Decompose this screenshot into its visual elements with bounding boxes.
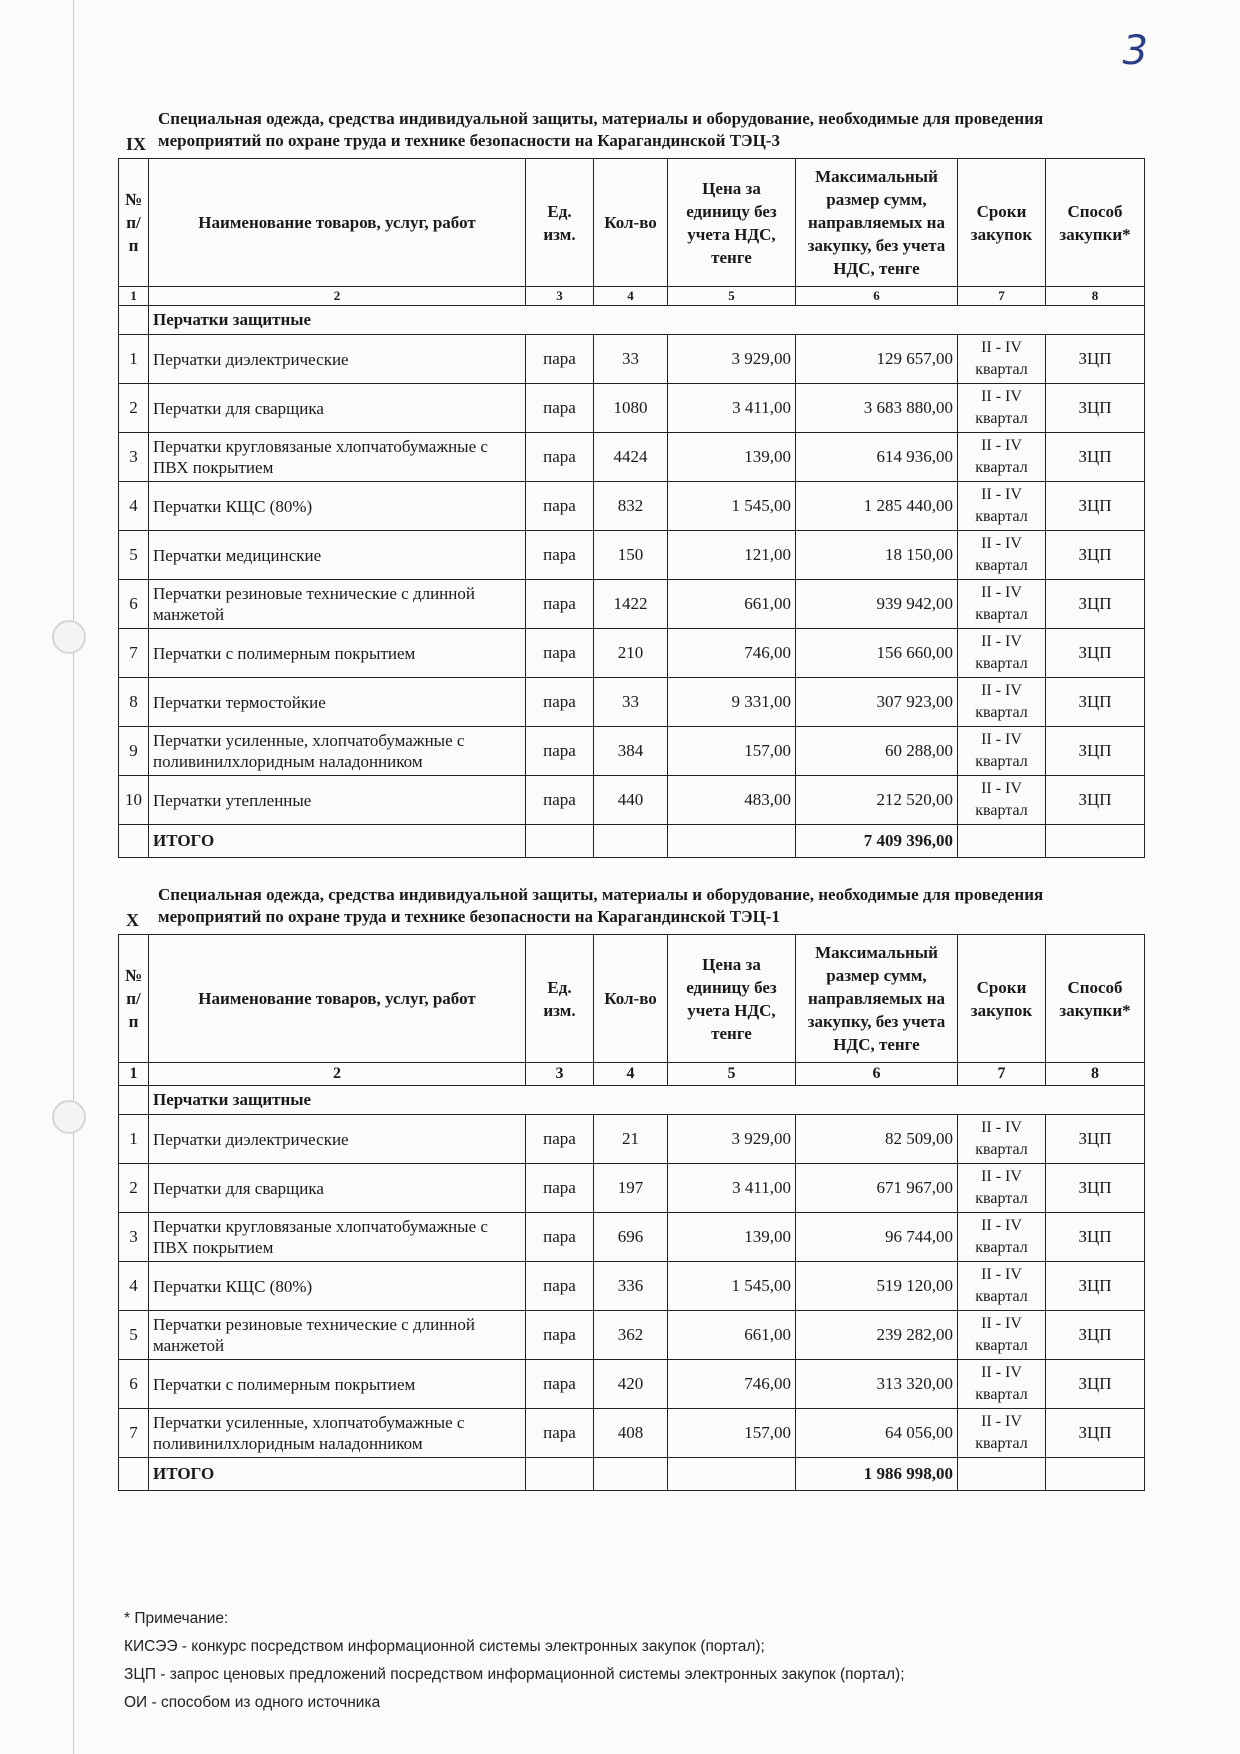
cell-method: ЗЦП [1046, 1311, 1145, 1360]
cell-method: ЗЦП [1046, 482, 1145, 531]
table-row [119, 727, 1145, 776]
header-row [119, 935, 1145, 1063]
cell-sum: 64 056,00 [796, 1409, 958, 1458]
cell-term: II - IV квартал [958, 580, 1046, 629]
col-number: 5 [668, 1063, 796, 1086]
cell-unit: пара [526, 727, 594, 776]
cell-unit: пара [526, 384, 594, 433]
procurement-table [118, 158, 1145, 858]
cell-term: II - IV квартал [958, 531, 1046, 580]
cell-sum: 307 923,00 [796, 678, 958, 727]
section-x [118, 884, 1144, 1491]
cell-sum: 60 288,00 [796, 727, 958, 776]
total-sum: 7 409 396,00 [796, 825, 958, 858]
column-number-row [119, 1063, 1145, 1086]
cell-name: Перчатки усиленные, хлопчатобумажные с поливинилхлоридным наладонником [149, 727, 526, 776]
table-row [119, 1164, 1145, 1213]
note-line: КИСЭЭ - конкурс посредством информационной системы электронных закупок (портал); [124, 1638, 765, 1655]
col-number: 5 [668, 287, 796, 306]
cell-sum: 1 285 440,00 [796, 482, 958, 531]
cell-method: ЗЦП [1046, 580, 1145, 629]
cell-sum: 3 683 880,00 [796, 384, 958, 433]
cell-qty: 696 [594, 1213, 668, 1262]
table-row [119, 629, 1145, 678]
punch-hole [52, 620, 86, 654]
table-row [119, 580, 1145, 629]
cell-no: 6 [119, 1360, 149, 1409]
cell-price: 746,00 [668, 629, 796, 678]
cell-method: ЗЦП [1046, 1409, 1145, 1458]
table-row [119, 678, 1145, 727]
table-row [119, 1311, 1145, 1360]
cell-method: ЗЦП [1046, 678, 1145, 727]
col-number: 4 [594, 1063, 668, 1086]
cell-method: ЗЦП [1046, 1115, 1145, 1164]
header-row [119, 159, 1145, 287]
punch-hole [52, 1100, 86, 1134]
cell-price: 3 411,00 [668, 1164, 796, 1213]
cell-term: II - IV квартал [958, 482, 1046, 531]
cell-name: Перчатки для сварщика [149, 1164, 526, 1213]
cell-no: 2 [119, 384, 149, 433]
col-number: 6 [796, 1063, 958, 1086]
cell-unit: пара [526, 776, 594, 825]
margin-line [73, 0, 74, 1754]
cell-qty: 1422 [594, 580, 668, 629]
col-number: 2 [149, 287, 526, 306]
cell-qty: 150 [594, 531, 668, 580]
section-ix [118, 108, 1144, 858]
cell-name: Перчатки резиновые технические с длинной манжетой [149, 580, 526, 629]
cell-term: II - IV квартал [958, 1115, 1046, 1164]
cell-sum: 96 744,00 [796, 1213, 958, 1262]
cell-method: ЗЦП [1046, 384, 1145, 433]
cell-unit: пара [526, 629, 594, 678]
col-header-max-sum: Максимальный размер сумм, направляемых на закупку, без учета НДС, тенге [796, 935, 958, 1063]
col-header-no: № п/п [119, 935, 149, 1063]
col-header-term: Сроки закупок [958, 935, 1046, 1063]
cell-name: Перчатки КЩС (80%) [149, 1262, 526, 1311]
cell-price: 661,00 [668, 1311, 796, 1360]
cell-unit: пара [526, 1115, 594, 1164]
cell-price: 483,00 [668, 776, 796, 825]
cell-sum: 671 967,00 [796, 1164, 958, 1213]
cell-unit: пара [526, 1213, 594, 1262]
cell-term: II - IV квартал [958, 1360, 1046, 1409]
cell-price: 9 331,00 [668, 678, 796, 727]
col-header-name: Наименование товаров, услуг, работ [149, 159, 526, 287]
group-label: Перчатки защитные [149, 306, 1145, 335]
cell-name: Перчатки медицинские [149, 531, 526, 580]
cell-method: ЗЦП [1046, 531, 1145, 580]
cell-name: Перчатки КЩС (80%) [149, 482, 526, 531]
cell-method: ЗЦП [1046, 335, 1145, 384]
col-number: 1 [119, 1063, 149, 1086]
cell-name: Перчатки диэлектрические [149, 1115, 526, 1164]
cell-unit: пара [526, 335, 594, 384]
col-header-qty: Кол-во [594, 159, 668, 287]
cell-term: II - IV квартал [958, 1213, 1046, 1262]
group-row [119, 1086, 1145, 1115]
cell-sum: 939 942,00 [796, 580, 958, 629]
table-row [119, 531, 1145, 580]
note-line: ОИ - способом из одного источника [124, 1694, 381, 1711]
cell-no: 1 [119, 335, 149, 384]
cell-unit: пара [526, 678, 594, 727]
cell-unit: пара [526, 1311, 594, 1360]
cell-name: Перчатки с полимерным покрытием [149, 1360, 526, 1409]
cell-price: 3 929,00 [668, 335, 796, 384]
table-row [119, 1115, 1145, 1164]
cell-qty: 210 [594, 629, 668, 678]
cell-no: 5 [119, 1311, 149, 1360]
col-header-price: Цена за единицу без учета НДС, тенге [668, 935, 796, 1063]
col-number: 7 [958, 1063, 1046, 1086]
col-number: 3 [526, 1063, 594, 1086]
cell-no: 10 [119, 776, 149, 825]
cell-term: II - IV квартал [958, 335, 1046, 384]
cell-no: 7 [119, 1409, 149, 1458]
cell-sum: 614 936,00 [796, 433, 958, 482]
cell-qty: 33 [594, 335, 668, 384]
cell-term: II - IV квартал [958, 629, 1046, 678]
cell-name: Перчатки кругловязаные хлопчатобумажные с ПВХ покрытием [149, 1213, 526, 1262]
section-roman-number: X [126, 910, 139, 930]
cell-unit: пара [526, 433, 594, 482]
cell-unit: пара [526, 1409, 594, 1458]
cell-unit: пара [526, 580, 594, 629]
cell-no: 4 [119, 482, 149, 531]
cell-sum: 239 282,00 [796, 1311, 958, 1360]
cell-price: 139,00 [668, 1213, 796, 1262]
section-title: Специальная одежда, средства индивидуальной защиты, материалы и оборудование, необходимые для проведения мероприятий по охране труда и технике безопасности на Карагандинской ТЭЦ-3 [158, 109, 1044, 150]
cell-name: Перчатки термостойкие [149, 678, 526, 727]
cell-qty: 408 [594, 1409, 668, 1458]
cell-no: 1 [119, 1115, 149, 1164]
col-header-unit: Ед. изм. [526, 159, 594, 287]
cell-name: Перчатки усиленные, хлопчатобумажные с поливинилхлоридным наладонником [149, 1409, 526, 1458]
note-heading: * Примечание: [124, 1610, 229, 1627]
cell-no: 9 [119, 727, 149, 776]
table-row [119, 482, 1145, 531]
cell-sum: 156 660,00 [796, 629, 958, 678]
cell-name: Перчатки кругловязаные хлопчатобумажные с ПВХ покрытием [149, 433, 526, 482]
cell-no: 2 [119, 1164, 149, 1213]
cell-qty: 420 [594, 1360, 668, 1409]
group-label: Перчатки защитные [149, 1086, 1145, 1115]
total-sum: 1 986 998,00 [796, 1458, 958, 1491]
cell-unit: пара [526, 531, 594, 580]
handwritten-page-number: 3 [1122, 28, 1148, 74]
cell-qty: 384 [594, 727, 668, 776]
procurement-table [118, 934, 1145, 1491]
table-row [119, 384, 1145, 433]
cell-qty: 362 [594, 1311, 668, 1360]
cell-term: II - IV квартал [958, 776, 1046, 825]
table-row [119, 1360, 1145, 1409]
cell-qty: 1080 [594, 384, 668, 433]
cell-qty: 21 [594, 1115, 668, 1164]
col-header-price: Цена за единицу без учета НДС, тенге [668, 159, 796, 287]
cell-no: 3 [119, 1213, 149, 1262]
cell-price: 3 929,00 [668, 1115, 796, 1164]
cell-price: 157,00 [668, 1409, 796, 1458]
cell-sum: 129 657,00 [796, 335, 958, 384]
cell-sum: 519 120,00 [796, 1262, 958, 1311]
cell-method: ЗЦП [1046, 629, 1145, 678]
cell-method: ЗЦП [1046, 727, 1145, 776]
section-header [118, 884, 1144, 934]
cell-sum: 18 150,00 [796, 531, 958, 580]
cell-term: II - IV квартал [958, 1262, 1046, 1311]
total-row [119, 825, 1145, 858]
cell-term: II - IV квартал [958, 384, 1046, 433]
cell-method: ЗЦП [1046, 1164, 1145, 1213]
col-number: 2 [149, 1063, 526, 1086]
cell-term: II - IV квартал [958, 433, 1046, 482]
note-line: ЗЦП - запрос ценовых предложений посредством информационной системы электронных закупок (портал); [124, 1666, 905, 1683]
section-header [118, 108, 1144, 158]
cell-price: 139,00 [668, 433, 796, 482]
cell-price: 661,00 [668, 580, 796, 629]
col-header-method: Способ закупки* [1046, 159, 1145, 287]
col-number: 3 [526, 287, 594, 306]
cell-qty: 440 [594, 776, 668, 825]
section-roman-number: IX [126, 134, 147, 154]
total-label: ИТОГО [149, 1458, 526, 1491]
cell-method: ЗЦП [1046, 1360, 1145, 1409]
column-number-row [119, 287, 1145, 306]
cell-price: 3 411,00 [668, 384, 796, 433]
cell-term: II - IV квартал [958, 727, 1046, 776]
cell-price: 1 545,00 [668, 1262, 796, 1311]
cell-term: II - IV квартал [958, 1409, 1046, 1458]
col-number: 8 [1046, 1063, 1145, 1086]
footnotes [124, 1605, 905, 1717]
cell-qty: 832 [594, 482, 668, 531]
cell-term: II - IV квартал [958, 1311, 1046, 1360]
cell-price: 121,00 [668, 531, 796, 580]
cell-qty: 4424 [594, 433, 668, 482]
cell-name: Перчатки диэлектрические [149, 335, 526, 384]
cell-no: 4 [119, 1262, 149, 1311]
group-row [119, 306, 1145, 335]
col-number: 4 [594, 287, 668, 306]
col-header-max-sum: Максимальный размер сумм, направляемых на закупку, без учета НДС, тенге [796, 159, 958, 287]
cell-no: 6 [119, 580, 149, 629]
section-title: Специальная одежда, средства индивидуальной защиты, материалы и оборудование, необходимые для проведения мероприятий по охране труда и технике безопасности на Карагандинской ТЭЦ-1 [158, 885, 1044, 926]
col-header-method: Способ закупки* [1046, 935, 1145, 1063]
total-label: ИТОГО [149, 825, 526, 858]
cell-unit: пара [526, 1360, 594, 1409]
cell-name: Перчатки утепленные [149, 776, 526, 825]
col-number: 7 [958, 287, 1046, 306]
cell-qty: 33 [594, 678, 668, 727]
cell-no: 7 [119, 629, 149, 678]
col-number: 8 [1046, 287, 1145, 306]
cell-unit: пара [526, 1164, 594, 1213]
table-row [119, 335, 1145, 384]
cell-sum: 212 520,00 [796, 776, 958, 825]
table-row [119, 1262, 1145, 1311]
cell-name: Перчатки для сварщика [149, 384, 526, 433]
cell-name: Перчатки с полимерным покрытием [149, 629, 526, 678]
col-number: 6 [796, 287, 958, 306]
table-row [119, 433, 1145, 482]
col-header-qty: Кол-во [594, 935, 668, 1063]
cell-method: ЗЦП [1046, 776, 1145, 825]
col-header-name: Наименование товаров, услуг, работ [149, 935, 526, 1063]
cell-method: ЗЦП [1046, 1213, 1145, 1262]
cell-qty: 197 [594, 1164, 668, 1213]
cell-price: 1 545,00 [668, 482, 796, 531]
cell-no: 3 [119, 433, 149, 482]
cell-no: 5 [119, 531, 149, 580]
cell-sum: 313 320,00 [796, 1360, 958, 1409]
cell-no: 8 [119, 678, 149, 727]
cell-qty: 336 [594, 1262, 668, 1311]
total-row [119, 1458, 1145, 1491]
cell-unit: пара [526, 1262, 594, 1311]
cell-method: ЗЦП [1046, 433, 1145, 482]
cell-method: ЗЦП [1046, 1262, 1145, 1311]
table-row [119, 1213, 1145, 1262]
col-header-unit: Ед. изм. [526, 935, 594, 1063]
table-row [119, 1409, 1145, 1458]
col-number: 1 [119, 287, 149, 306]
cell-sum: 82 509,00 [796, 1115, 958, 1164]
cell-term: II - IV квартал [958, 1164, 1046, 1213]
col-header-no: № п/п [119, 159, 149, 287]
cell-name: Перчатки резиновые технические с длинной манжетой [149, 1311, 526, 1360]
cell-price: 157,00 [668, 727, 796, 776]
cell-price: 746,00 [668, 1360, 796, 1409]
cell-term: II - IV квартал [958, 678, 1046, 727]
cell-unit: пара [526, 482, 594, 531]
col-header-term: Сроки закупок [958, 159, 1046, 287]
table-row [119, 776, 1145, 825]
